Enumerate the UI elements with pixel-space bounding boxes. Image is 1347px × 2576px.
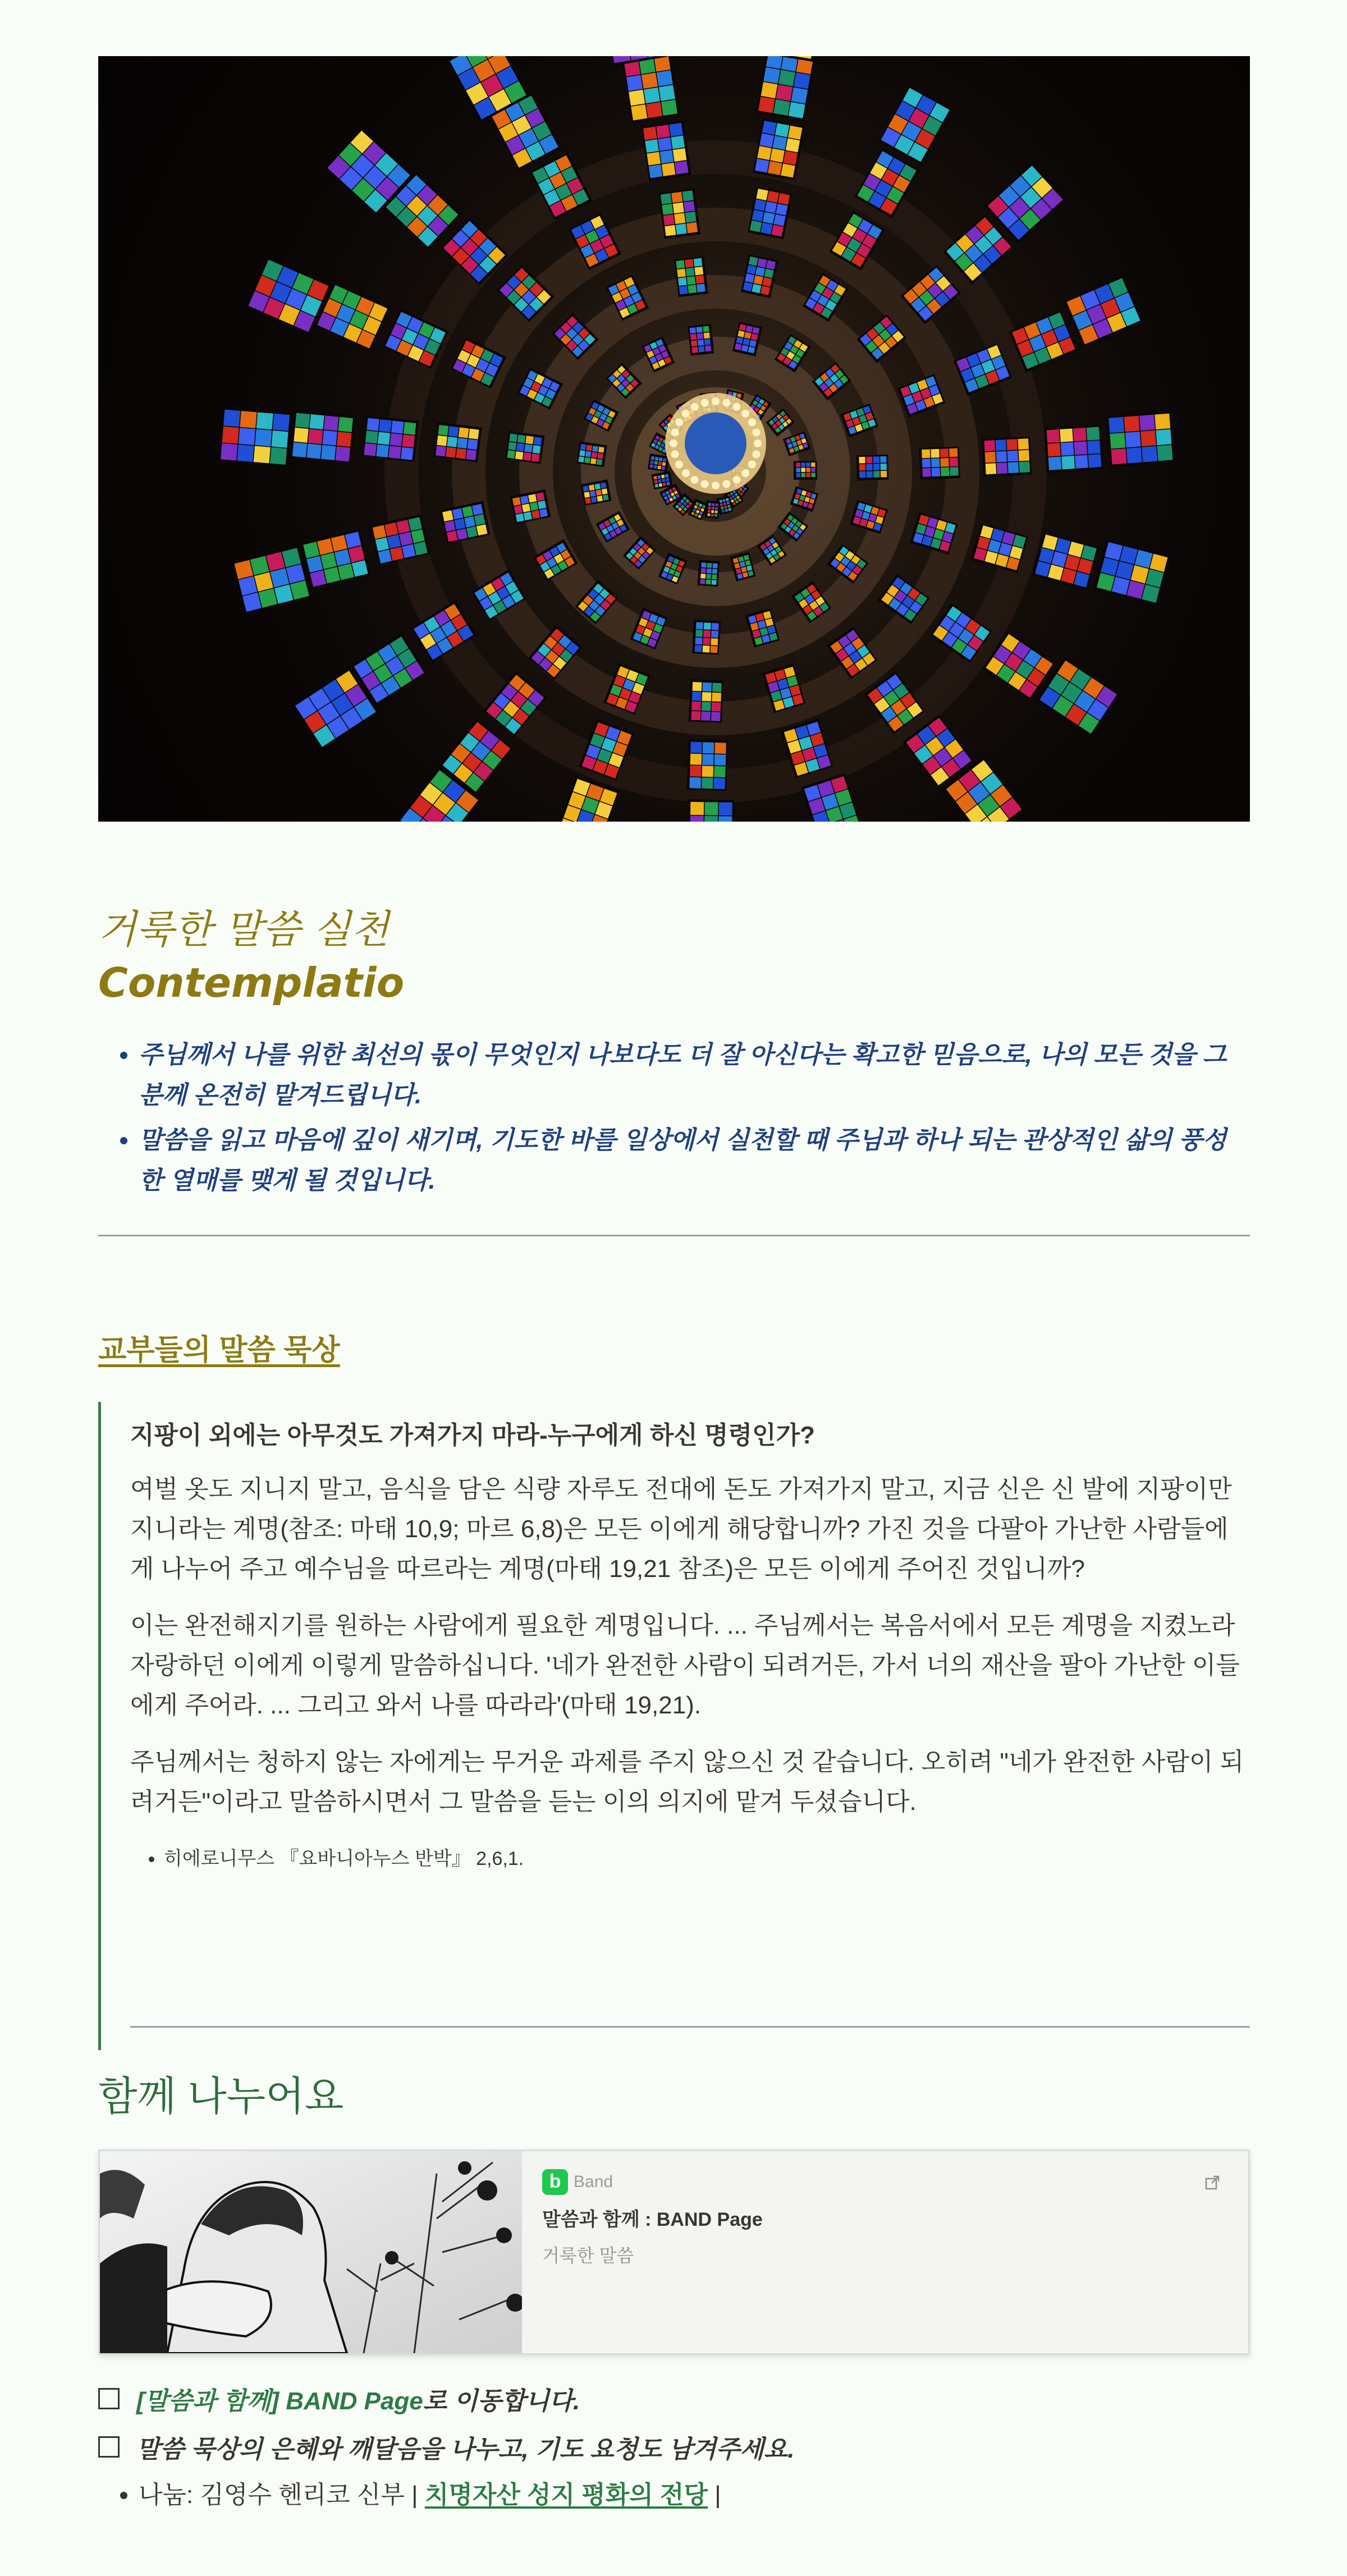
stained-glass-spiral [98,56,1250,822]
band-page-link[interactable]: [말씀과 함께] BAND Page [136,2387,423,2415]
credit-suffix: | [708,2481,721,2509]
page [98,56,1250,2515]
hero-image [98,56,1250,822]
todo-text: 말씀 묵상의 은혜와 깨달음을 나누고, 기도 요청도 남겨주세요. [136,2435,795,2463]
bookmark-brand-name: Band [574,2172,613,2191]
checkbox[interactable] [98,2388,120,2409]
todo-item [98,2427,1250,2467]
band-bookmark-card[interactable] [98,2149,1250,2355]
divider [130,2026,1250,2028]
band-logo-icon: b [542,2169,568,2195]
credit-prefix: 나눔: 김영수 헨리코 신부 | [139,2481,425,2509]
credit-item [139,2475,1250,2515]
quote-question: 지팡이 외에는 아무것도 가져가지 마라-누구에게 하신 명령인가? [130,1422,815,1450]
page-title-latin: Contemplatio [98,959,405,1006]
divider [98,1235,1250,1236]
quote-paragraph: 여벌 옷도 지니지 말고, 음식을 담은 식량 자루도 전대에 돈도 가져가지 말고, 지금 신은 신 발에 지팡이만 지니라는 계명(참조: 마태 10,9; 마르 6,8)은 모든 이에게 해당합니까? 가진 것을 다팔아 가난한 사람들에게 나누어 주고 예수님을 따르라는 계명(마태 19,21 참조)은 모든 이에게 주어진 것입니까? [130,1475,1232,1583]
page-title-korean: 거룩한 말씀 실천 [98,906,389,952]
quote-source: • 히에로니무스 『요바니아누스 반박』 2,6,1. [164,1843,1250,1874]
bookmark-info [522,2151,1248,2353]
bookmark-brand [542,2169,1228,2195]
bookmark-thumbnail [100,2151,522,2353]
bookmark-thumbnail-image [100,2151,522,2353]
checkbox[interactable] [98,2436,120,2458]
quote-paragraph: 주님께서는 청하지 않는 자에게는 무거운 과제를 주지 않으신 것 같습니다. 오히려 "네가 완전한 사람이 되려거든"이라고 말씀하시면서 그 말씀을 듣는 이의 의지에 맡겨 두셨습니다. [130,1748,1244,1816]
external-link-icon[interactable] [1204,2175,1220,2190]
todo-list [98,2378,1250,2467]
intro-point: • 말씀을 읽고 마음에 깊이 새기며, 기도한 바를 일상에서 실천할 때 주님과 하나 되는 관상적인 삶의 풍성한 열매를 맺게 될 것입니다. [139,1120,1250,1201]
bookmark-description: 거룩한 말씀 [542,2245,634,2266]
bookmark-title: 말씀과 함께 : BAND Page [542,2208,763,2230]
share-section-title: 함께 나누어요 [98,2074,344,2120]
todo-item [98,2378,1250,2419]
quote-paragraph: 이는 완전해지기를 원하는 사람에게 필요한 계명입니다. ... 주님께서는 복음서에서 모든 계명을 지켰노라 자랑하던 이에게 이렇게 말씀하십니다. '네가 완전한 사람이 되려거든, 가서 너의 재산을 팔아 가난한 이들에게 주어라. ... 그리고 와서 나를 따라라'(마태 19,21). [130,1612,1240,1720]
fathers-quote-block [98,1402,1250,2050]
fathers-section-title[interactable]: 교부들의 말씀 묵상 [98,1334,340,1367]
quote-source-list [130,1843,1250,1874]
credit-list [98,2475,1250,2515]
intro-list [98,1035,1250,1201]
credit-link[interactable]: 치명자산 성지 평화의 전당 [424,2481,708,2509]
intro-point: • 주님께서 나를 위한 최선의 몫이 무엇인지 나보다도 더 잘 아신다는 확고한 믿음으로, 나의 모든 것을 그분께 온전히 맡겨드립니다. [139,1035,1250,1116]
todo-text: 로 이동합니다. [423,2387,580,2415]
